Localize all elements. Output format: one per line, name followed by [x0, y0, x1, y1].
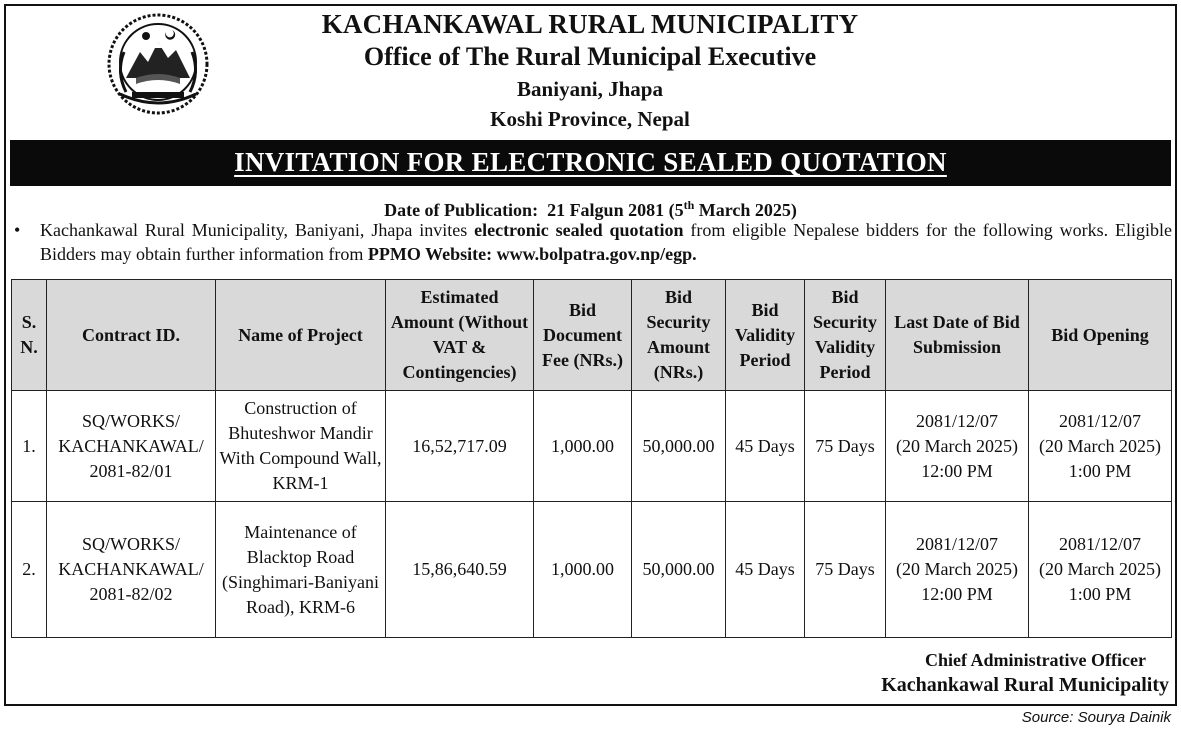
office-location: Baniyani, Jhapa — [517, 77, 663, 101]
table-row — [12, 502, 1172, 638]
last-date-time: 12:00 PM — [921, 460, 993, 481]
opening-bs: 2081/12/07 — [1058, 410, 1141, 431]
letterhead — [230, 8, 950, 133]
col-doc-fee: Bid Document Fee (NRs.) — [534, 280, 632, 391]
col-sn: S. N. — [12, 280, 47, 391]
last-date-bs: 2081/12/07 — [915, 410, 998, 431]
opening-bs: 2081/12/07 — [1058, 534, 1141, 554]
province-country: Koshi Province, Nepal — [490, 107, 690, 131]
cell-estimated-amount: 16,52,717.09 — [386, 391, 534, 502]
last-date-ad: (20 March 2025) — [896, 559, 1018, 579]
cell-security-validity: 75 Days — [805, 391, 886, 502]
cell-doc-fee: 1,000.00 — [534, 391, 632, 502]
cell-sn: 1. — [12, 391, 47, 502]
intro-part2: from eligible Nepalese bidders for the following works. Eligible Bidders may obtain further information from — [40, 220, 1172, 264]
table-header-row — [12, 280, 1172, 391]
last-date-bs: 2081/12/07 — [915, 534, 998, 554]
cell-estimated-amount: 15,86,640.59 — [386, 502, 534, 638]
intro-paragraph — [14, 218, 1172, 266]
publication-date-sup: th — [683, 198, 695, 212]
cell-opening — [1029, 391, 1172, 502]
publication-date-end: March 2025) — [694, 200, 797, 220]
cell-project: Maintenance of Blacktop Road (Singhimari-Baniyani Road), KRM-6 — [216, 502, 386, 638]
signatory-block — [881, 648, 1169, 698]
col-security-amount: Bid Security Amount (NRs.) — [632, 280, 726, 391]
signatory-org: Kachankawal Rural Municipality — [881, 674, 1169, 696]
publication-label: Date of Publication: — [384, 200, 539, 220]
cell-security-amount: 50,000.00 — [632, 391, 726, 502]
table-row — [12, 391, 1172, 502]
col-validity: Bid Validity Period — [726, 280, 805, 391]
bid-table — [11, 279, 1172, 638]
last-date-time: 12:00 PM — [921, 584, 993, 604]
cell-last-date — [886, 502, 1029, 638]
cell-sn: 2. — [12, 502, 47, 638]
notice-title: INVITATION FOR ELECTRONIC SEALED QUOTATION — [234, 147, 947, 177]
col-project: Name of Project — [216, 280, 386, 391]
signatory-title: Chief Administrative Officer — [925, 650, 1146, 670]
col-contract-id: Contract ID. — [47, 280, 216, 391]
col-last-date: Last Date of Bid Submission — [886, 280, 1029, 391]
opening-time: 1:00 PM — [1068, 460, 1132, 481]
cell-opening — [1029, 502, 1172, 638]
last-date-ad: (20 March 2025) — [896, 435, 1018, 456]
col-estimated-amount: Estimated Amount (Without VAT & Contingencies) — [386, 280, 534, 391]
opening-ad: (20 March 2025) — [1039, 559, 1161, 579]
municipality-name: KACHANKAWAL RURAL MUNICIPALITY — [321, 9, 859, 39]
ppmo-website: PPMO Website: www.bolpatra.gov.np/egp. — [367, 244, 697, 264]
notice-title-banner — [10, 140, 1171, 186]
intro-part1: Kachankawal Rural Municipality, Baniyani, Jhapa invites — [40, 220, 475, 240]
cell-validity: 45 Days — [726, 502, 805, 638]
cell-doc-fee: 1,000.00 — [534, 502, 632, 638]
cell-contract-id: SQ/WORKS/ KACHANKAWAL/ 2081-82/01 — [47, 391, 216, 502]
cell-security-amount: 50,000.00 — [632, 502, 726, 638]
cell-security-validity: 75 Days — [805, 502, 886, 638]
opening-ad: (20 March 2025) — [1039, 435, 1161, 456]
cell-validity: 45 Days — [726, 391, 805, 502]
cell-contract-id: SQ/WORKS/ KACHANKAWAL/ 2081-82/02 — [47, 502, 216, 638]
intro-bold1: electronic sealed quotation — [474, 220, 684, 240]
bullet-icon: • — [14, 220, 21, 240]
nepal-government-emblem-icon — [106, 12, 210, 116]
source-credit: Source: Sourya Dainik — [1021, 709, 1171, 726]
col-security-validity: Bid Security Validity Period — [805, 280, 886, 391]
col-opening: Bid Opening — [1029, 280, 1172, 391]
cell-project: Construction of Bhuteshwor Mandir With Compound Wall, KRM-1 — [216, 391, 386, 502]
publication-date-main: 21 Falgun 2081 (5 — [547, 200, 684, 220]
office-name: Office of The Rural Municipal Executive — [363, 42, 817, 71]
opening-time: 1:00 PM — [1068, 584, 1132, 604]
intro-text — [40, 218, 1172, 266]
cell-last-date — [886, 391, 1029, 502]
